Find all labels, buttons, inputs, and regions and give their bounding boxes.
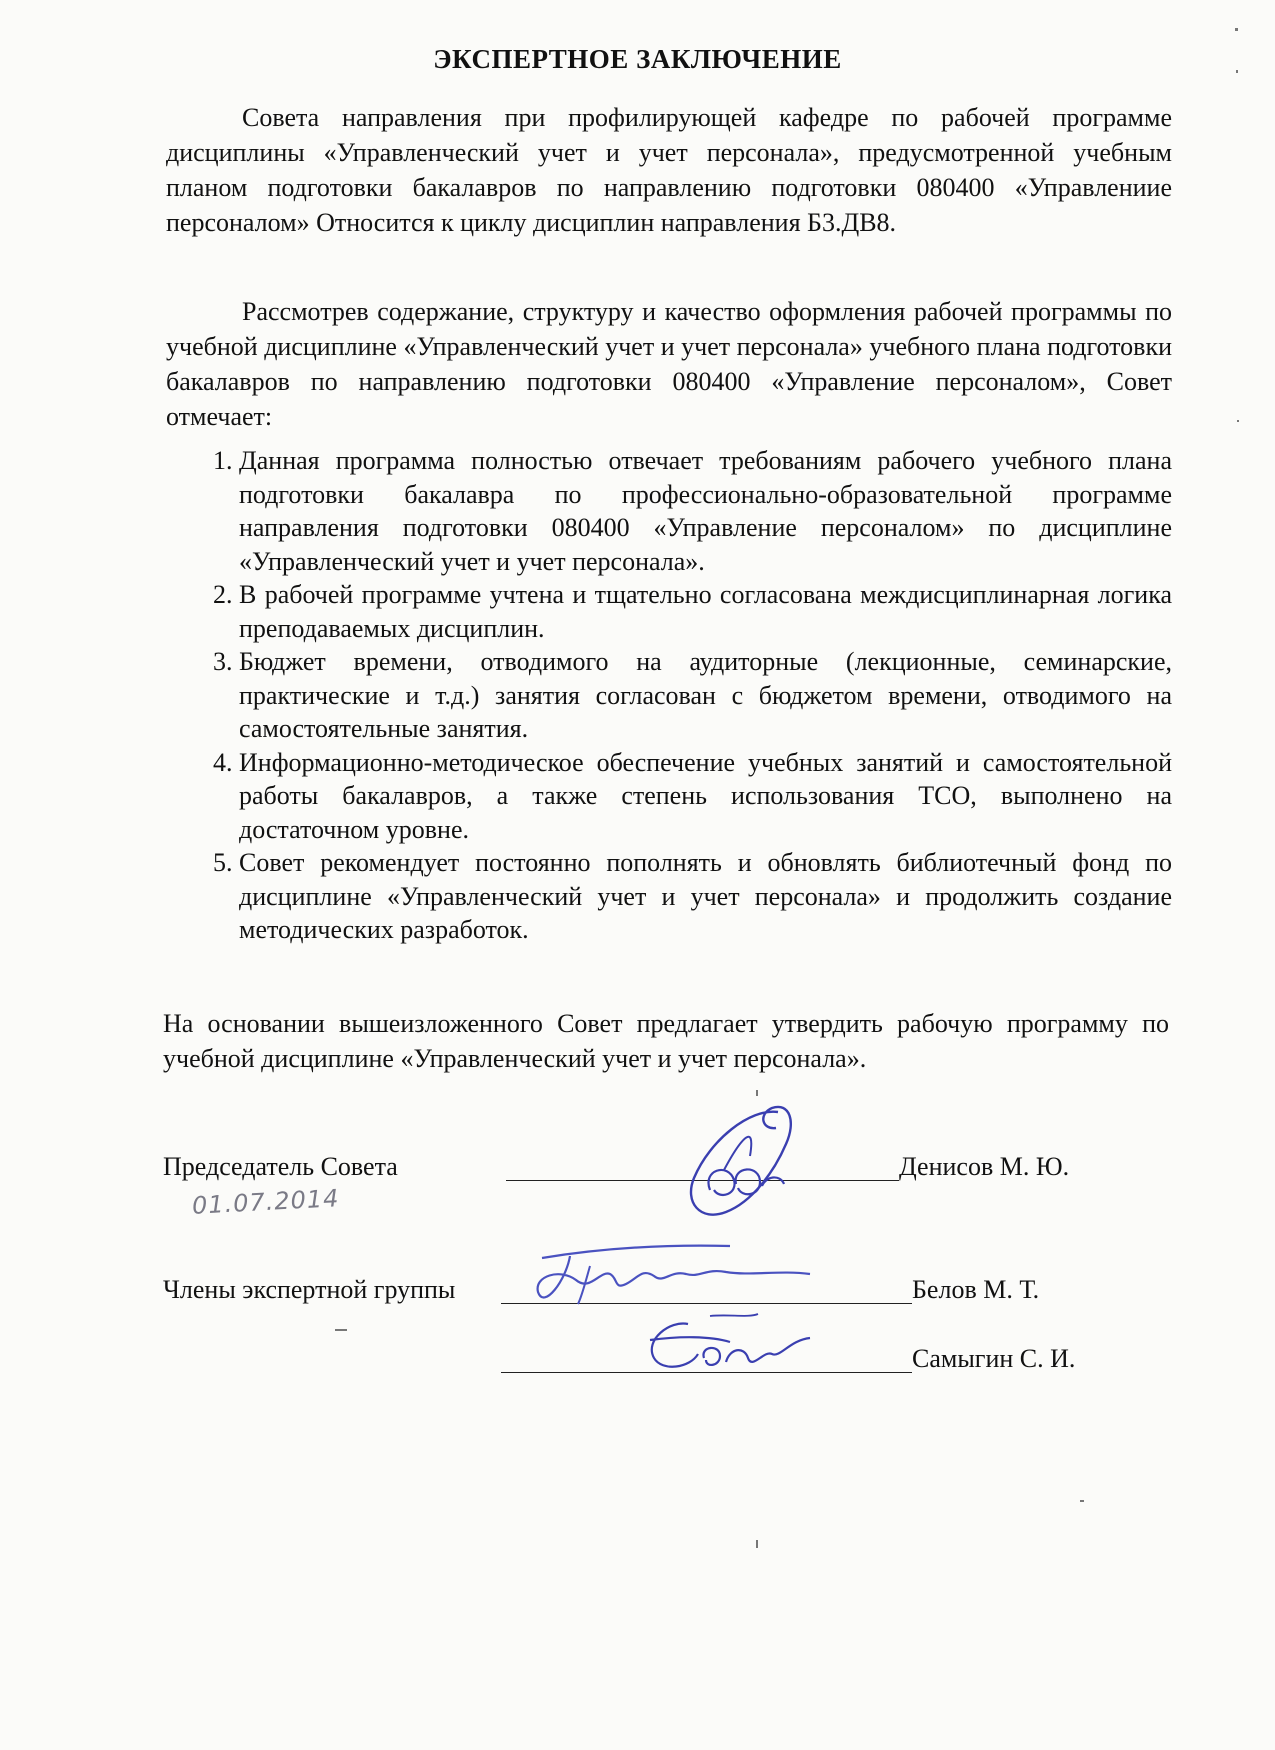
chair-name: Денисов М. Ю.: [899, 1152, 1070, 1181]
member2-signature-icon: [640, 1310, 820, 1380]
scan-speck: [756, 1540, 758, 1548]
consideration-paragraph: Рассмотрев содержание, структуру и качество оформления рабочей программы по учебной дисциплине «Управленческий учет и учет персонала» учебного плана подготовки бакалавров по направлению подготовки 080400 «Управление персоналом», Совет отмечает:: [166, 297, 1172, 431]
members-label: Члены экспертной группы: [163, 1275, 456, 1304]
member1-signature-icon: [530, 1240, 820, 1315]
findings-list: [166, 444, 1172, 947]
member2-name: Самыгин С. И.: [912, 1344, 1076, 1373]
scan-speck: [335, 1329, 347, 1331]
conclusion-paragraph: На основании вышеизложенного Совет предлагает утвердить рабочую программу по учебной дисциплине «Управленческий учет и учет персонала».: [163, 1009, 1169, 1073]
scan-speck: [756, 1090, 758, 1096]
intro-paragraph: Совета направления при профилирующей кафедре по рабочей программе дисциплины «Управленческий учет и учет персонала», предусмотренной учебным планом подготовки бакалавров по направлению подготовки 080400 «Управлениие персоналом» Относится к циклу дисциплин направления Б3.ДВ8.: [166, 103, 1172, 237]
list-item: 1. Данная программа полностью отвечает требованиям рабочего учебного плана подготовки бакалавра по профессионально-образовательной программе направления подготовки 080400 «Управление персоналом» по дисциплине «Управленческий учет и учет персонала».: [239, 444, 1172, 578]
chair-signature-icon: [680, 1100, 810, 1225]
scan-speck: [1235, 28, 1238, 31]
scan-speck: [1236, 70, 1238, 73]
list-item: 5. Совет рекомендует постоянно пополнять и обновлять библиотечный фонд по дисциплине «Управленческий учет и учет персонала» и продолжить создание методических разработок.: [239, 846, 1172, 947]
scan-speck: [1237, 420, 1239, 422]
list-item: 4. Информационно-методическое обеспечение учебных занятий и самостоятельной работы бакалавров, а также степень использования ТСО, выполнено на достаточном уровне.: [239, 746, 1172, 847]
list-item: 3. Бюджет времени, отводимого на аудиторные (лекционные, семинарские, практические и т.д.) занятия согласован с бюджетом времени, отводимого на самостоятельные занятия.: [239, 645, 1172, 746]
list-item: 2. В рабочей программе учтена и тщательно согласована междисциплинарная логика преподаваемых дисциплин.: [239, 578, 1172, 645]
chair-label: Председатель Совета: [163, 1152, 398, 1181]
scan-speck: [1080, 1500, 1084, 1502]
member1-name: Белов М. Т.: [912, 1275, 1040, 1304]
handwritten-date: 01.07.2014: [191, 1184, 341, 1220]
document-title: ЭКСПЕРТНОЕ ЗАКЛЮЧЕНИЕ: [433, 44, 842, 74]
